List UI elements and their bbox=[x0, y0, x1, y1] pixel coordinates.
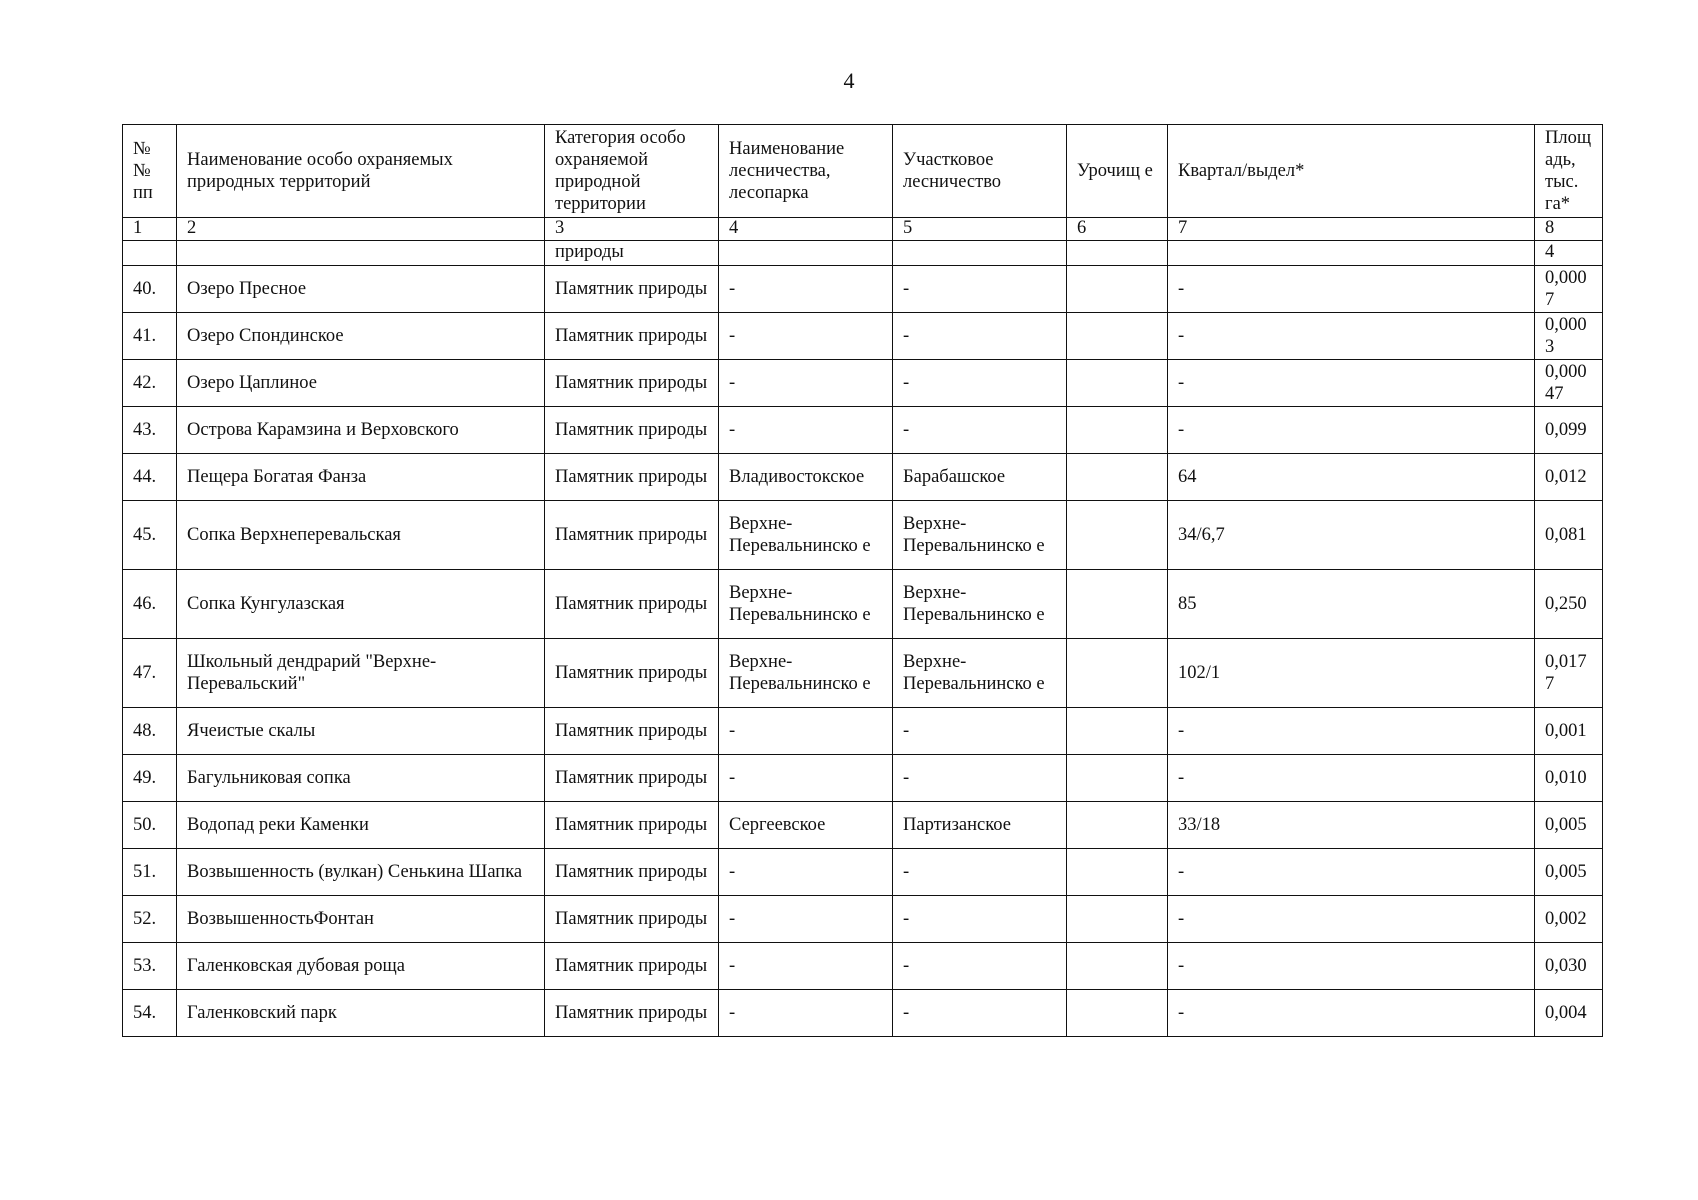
forestry-name: - bbox=[719, 407, 893, 454]
row-number: 53. bbox=[123, 943, 177, 990]
district-forestry: Верхне-Перевальнинско е bbox=[893, 501, 1067, 570]
forestry-name: - bbox=[719, 849, 893, 896]
district-forestry: - bbox=[893, 708, 1067, 755]
territory-category: Памятник природы bbox=[545, 570, 719, 639]
quarter-allotment: 33/18 bbox=[1168, 802, 1535, 849]
territory-category: Памятник природы bbox=[545, 802, 719, 849]
forestry-name: Верхне-Перевальнинско е bbox=[719, 639, 893, 708]
territory-name: ВозвышенностьФонтан bbox=[177, 896, 545, 943]
header-quarter: Квартал/выдел* bbox=[1168, 125, 1535, 218]
forestry-name: Владивостокское bbox=[719, 454, 893, 501]
row-number: 52. bbox=[123, 896, 177, 943]
table-row bbox=[123, 639, 1603, 708]
row-number: 54. bbox=[123, 990, 177, 1037]
area-value: 0,030 bbox=[1535, 943, 1603, 990]
territory-category: Памятник природы bbox=[545, 407, 719, 454]
table-row bbox=[123, 454, 1603, 501]
row-number: 46. bbox=[123, 570, 177, 639]
column-numbers-row bbox=[123, 218, 1603, 241]
table-row bbox=[123, 266, 1603, 313]
column-number: 7 bbox=[1168, 218, 1535, 241]
area-value: 0,099 bbox=[1535, 407, 1603, 454]
quarter-allotment: 34/6,7 bbox=[1168, 501, 1535, 570]
forestry-name: - bbox=[719, 313, 893, 360]
territory-name: Острова Карамзина и Верховского bbox=[177, 407, 545, 454]
forestry-name: - bbox=[719, 990, 893, 1037]
table-row bbox=[123, 313, 1603, 360]
territory-category: Памятник природы bbox=[545, 266, 719, 313]
tract bbox=[1067, 266, 1168, 313]
tract bbox=[1067, 943, 1168, 990]
tract bbox=[1067, 454, 1168, 501]
header-tract: Урочищ е bbox=[1067, 125, 1168, 218]
header-area: Площ адь, тыс. га* bbox=[1535, 125, 1603, 218]
territory-name: Сопка Верхнеперевальская bbox=[177, 501, 545, 570]
quarter-allotment: - bbox=[1168, 313, 1535, 360]
header-name: Наименование особо охраняемых природных территорий bbox=[177, 125, 545, 218]
tract bbox=[1067, 896, 1168, 943]
territory-name: Водопад реки Каменки bbox=[177, 802, 545, 849]
row-number: 45. bbox=[123, 501, 177, 570]
district-forestry: Барабашское bbox=[893, 454, 1067, 501]
forestry-name: Верхне-Перевальнинско е bbox=[719, 570, 893, 639]
area-value: 0,005 bbox=[1535, 802, 1603, 849]
area-value: 0,017 7 bbox=[1535, 639, 1603, 708]
territory-category: Памятник природы bbox=[545, 313, 719, 360]
row-number: 51. bbox=[123, 849, 177, 896]
territory-category: Памятник природы bbox=[545, 639, 719, 708]
tract bbox=[1067, 313, 1168, 360]
row-number: 44. bbox=[123, 454, 177, 501]
territory-name: Галенковский парк bbox=[177, 990, 545, 1037]
header-number: № № пп bbox=[123, 125, 177, 218]
tract bbox=[1067, 570, 1168, 639]
continuation-category: природы bbox=[545, 241, 719, 266]
forestry-name: Верхне-Перевальнинско е bbox=[719, 501, 893, 570]
territory-category: Памятник природы bbox=[545, 501, 719, 570]
row-number: 43. bbox=[123, 407, 177, 454]
row-number: 48. bbox=[123, 708, 177, 755]
territory-category: Памятник природы bbox=[545, 943, 719, 990]
empty-cell bbox=[123, 241, 177, 266]
forestry-name: - bbox=[719, 266, 893, 313]
area-value: 0,000 3 bbox=[1535, 313, 1603, 360]
tract bbox=[1067, 708, 1168, 755]
tract bbox=[1067, 990, 1168, 1037]
area-value: 0,002 bbox=[1535, 896, 1603, 943]
quarter-allotment: - bbox=[1168, 849, 1535, 896]
column-number: 2 bbox=[177, 218, 545, 241]
territory-name: Школьный дендрарий "Верхне-Перевальский" bbox=[177, 639, 545, 708]
territory-name: Сопка Кунгулазская bbox=[177, 570, 545, 639]
area-value: 0,000 47 bbox=[1535, 360, 1603, 407]
header-category: Категория особо охраняемой природной территории bbox=[545, 125, 719, 218]
quarter-allotment: - bbox=[1168, 943, 1535, 990]
forestry-name: - bbox=[719, 943, 893, 990]
quarter-allotment: - bbox=[1168, 708, 1535, 755]
forestry-name: - bbox=[719, 708, 893, 755]
table-row bbox=[123, 755, 1603, 802]
district-forestry: - bbox=[893, 896, 1067, 943]
empty-cell bbox=[177, 241, 545, 266]
table-row bbox=[123, 802, 1603, 849]
column-number: 4 bbox=[719, 218, 893, 241]
tract bbox=[1067, 639, 1168, 708]
table-row bbox=[123, 990, 1603, 1037]
quarter-allotment: - bbox=[1168, 990, 1535, 1037]
area-value: 0,010 bbox=[1535, 755, 1603, 802]
territory-name: Галенковская дубовая роща bbox=[177, 943, 545, 990]
district-forestry: Партизанское bbox=[893, 802, 1067, 849]
empty-cell bbox=[893, 241, 1067, 266]
territory-name: Озеро Пресное bbox=[177, 266, 545, 313]
territory-name: Пещера Богатая Фанза bbox=[177, 454, 545, 501]
quarter-allotment: 102/1 bbox=[1168, 639, 1535, 708]
territory-category: Памятник природы bbox=[545, 360, 719, 407]
quarter-allotment: - bbox=[1168, 896, 1535, 943]
row-number: 49. bbox=[123, 755, 177, 802]
district-forestry: - bbox=[893, 360, 1067, 407]
table-row bbox=[123, 708, 1603, 755]
territory-name: Озеро Цаплиное bbox=[177, 360, 545, 407]
header-forestry: Наименование лесничества, лесопарка bbox=[719, 125, 893, 218]
district-forestry: - bbox=[893, 407, 1067, 454]
district-forestry: Верхне-Перевальнинско е bbox=[893, 570, 1067, 639]
quarter-allotment: - bbox=[1168, 266, 1535, 313]
district-forestry: - bbox=[893, 755, 1067, 802]
continuation-area: 4 bbox=[1535, 241, 1603, 266]
area-value: 0,005 bbox=[1535, 849, 1603, 896]
empty-cell bbox=[1168, 241, 1535, 266]
table-row bbox=[123, 570, 1603, 639]
district-forestry: - bbox=[893, 313, 1067, 360]
territory-name: Возвышенность (вулкан) Сенькина Шапка bbox=[177, 849, 545, 896]
header-row bbox=[123, 125, 1603, 218]
empty-cell bbox=[719, 241, 893, 266]
area-value: 0,250 bbox=[1535, 570, 1603, 639]
tract bbox=[1067, 360, 1168, 407]
district-forestry: Верхне-Перевальнинско е bbox=[893, 639, 1067, 708]
page-number: 4 bbox=[843, 68, 855, 93]
table-row bbox=[123, 849, 1603, 896]
table-row bbox=[123, 896, 1603, 943]
district-forestry: - bbox=[893, 990, 1067, 1037]
territory-category: Памятник природы bbox=[545, 755, 719, 802]
row-number: 41. bbox=[123, 313, 177, 360]
table-row bbox=[123, 943, 1603, 990]
quarter-allotment: - bbox=[1168, 360, 1535, 407]
tract bbox=[1067, 755, 1168, 802]
area-value: 0,004 bbox=[1535, 990, 1603, 1037]
area-value: 0,012 bbox=[1535, 454, 1603, 501]
row-number: 50. bbox=[123, 802, 177, 849]
tract bbox=[1067, 849, 1168, 896]
quarter-allotment: 64 bbox=[1168, 454, 1535, 501]
territory-name: Озеро Спондинское bbox=[177, 313, 545, 360]
territory-category: Памятник природы bbox=[545, 896, 719, 943]
table-row bbox=[123, 407, 1603, 454]
quarter-allotment: - bbox=[1168, 407, 1535, 454]
territory-name: Багульниковая сопка bbox=[177, 755, 545, 802]
column-number: 5 bbox=[893, 218, 1067, 241]
territory-category: Памятник природы bbox=[545, 849, 719, 896]
tract bbox=[1067, 802, 1168, 849]
area-value: 0,000 7 bbox=[1535, 266, 1603, 313]
header-district-forestry: Участковое лесничество bbox=[893, 125, 1067, 218]
row-number: 40. bbox=[123, 266, 177, 313]
protected-areas-table bbox=[122, 124, 1603, 1037]
tract bbox=[1067, 407, 1168, 454]
column-number: 6 bbox=[1067, 218, 1168, 241]
row-number: 47. bbox=[123, 639, 177, 708]
continuation-row bbox=[123, 241, 1603, 266]
table-row bbox=[123, 501, 1603, 570]
forestry-name: - bbox=[719, 896, 893, 943]
district-forestry: - bbox=[893, 266, 1067, 313]
column-number: 3 bbox=[545, 218, 719, 241]
column-number: 1 bbox=[123, 218, 177, 241]
territory-category: Памятник природы bbox=[545, 990, 719, 1037]
quarter-allotment: - bbox=[1168, 755, 1535, 802]
area-value: 0,081 bbox=[1535, 501, 1603, 570]
quarter-allotment: 85 bbox=[1168, 570, 1535, 639]
tract bbox=[1067, 501, 1168, 570]
area-value: 0,001 bbox=[1535, 708, 1603, 755]
territory-name: Ячеистые скалы bbox=[177, 708, 545, 755]
district-forestry: - bbox=[893, 943, 1067, 990]
territory-category: Памятник природы bbox=[545, 708, 719, 755]
empty-cell bbox=[1067, 241, 1168, 266]
district-forestry: - bbox=[893, 849, 1067, 896]
column-number: 8 bbox=[1535, 218, 1603, 241]
territory-category: Памятник природы bbox=[545, 454, 719, 501]
forestry-name: - bbox=[719, 755, 893, 802]
forestry-name: Сергеевское bbox=[719, 802, 893, 849]
row-number: 42. bbox=[123, 360, 177, 407]
forestry-name: - bbox=[719, 360, 893, 407]
table-row bbox=[123, 360, 1603, 407]
